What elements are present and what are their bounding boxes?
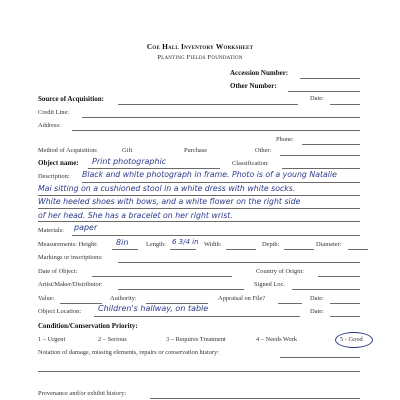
condition-good-selection-mark <box>335 332 373 348</box>
description-text-1: Black and white photograph in frame. Photo is of a young Natalie <box>82 170 337 179</box>
diameter-label: Diameter: <box>316 241 342 248</box>
other-option-field[interactable] <box>280 155 360 156</box>
description-text-2: Mai sitting on a cushioned stool in a white dress with white socks. <box>38 184 296 193</box>
form-title: Coe Hall Inventory Worksheet <box>146 42 254 51</box>
address-label: Address: <box>38 122 61 129</box>
accession-number-label: Accession Number: <box>230 69 289 77</box>
source-of-acquisition-field[interactable] <box>118 104 298 105</box>
credit-line-field[interactable] <box>82 117 360 118</box>
country-of-origin-label: Country of Origin: <box>256 268 304 275</box>
phone-field[interactable] <box>302 144 360 145</box>
appraisal-field[interactable] <box>278 303 302 304</box>
condition-serious[interactable]: 2 – Serious <box>98 336 127 343</box>
materials-field[interactable] <box>72 235 360 236</box>
appraisal-label: Appraisal on File? <box>218 295 266 302</box>
authority-label: Authority: <box>110 295 137 302</box>
gift-option[interactable]: Gift <box>122 147 133 154</box>
date-of-object-field[interactable] <box>92 276 232 277</box>
other-number-label: Other Number: <box>230 82 277 90</box>
object-name-label: Object name: <box>38 159 79 167</box>
object-location-field[interactable] <box>94 316 300 317</box>
purchase-option[interactable]: Purchase <box>184 147 208 154</box>
country-of-origin-field[interactable] <box>318 276 360 277</box>
classification-label: Classification: <box>232 160 269 167</box>
date-field[interactable] <box>330 104 360 105</box>
damage-notation-field-2[interactable] <box>38 371 360 372</box>
artist-label: Artist/Maker/Distributor: <box>38 281 103 288</box>
form-organization: Planting Fields Foundation <box>157 54 243 61</box>
provenance-label: Provenance and/or exhibit history: <box>38 390 127 397</box>
description-text-3: White heeled shoes with bows, and a white flower on the right side <box>38 197 301 206</box>
location-date-label: Date: <box>310 308 324 315</box>
description-line-3[interactable] <box>38 208 360 209</box>
height-field[interactable] <box>112 249 138 250</box>
width-label: Width: <box>204 241 222 248</box>
object-location-value: Children's hallway, on table <box>98 304 209 313</box>
object-name-value: Print photographic <box>92 157 167 166</box>
description-text-4: of her head. She has a bracelet on her right wrist. <box>38 211 233 220</box>
measurements-height-label: Measurements: Height: <box>38 241 98 248</box>
other-option-label: Other: <box>255 147 272 154</box>
damage-notation-label: Notation of damage, missing elements, repairs or conservation history: <box>38 349 220 356</box>
signed-loc-field[interactable] <box>292 289 360 290</box>
materials-label: Materials: <box>38 227 64 234</box>
length-value: 6 3/4 in <box>172 238 199 246</box>
description-line-4[interactable] <box>38 221 360 222</box>
location-date-field[interactable] <box>330 316 360 317</box>
markings-field[interactable] <box>118 262 360 263</box>
damage-notation-field-1[interactable] <box>280 357 360 358</box>
condition-requires-treatment[interactable]: 3 – Requires Treatment <box>166 336 226 343</box>
source-of-acquisition-label: Source of Acquisition: <box>38 95 104 103</box>
depth-label: Depth: <box>262 241 280 248</box>
condition-urgent[interactable]: 1 – Urgent <box>38 336 66 343</box>
classification-field[interactable] <box>282 168 360 169</box>
appraisal-date-label: Date: <box>310 295 324 302</box>
condition-needs-work[interactable]: 4 – Needs Work <box>256 336 298 343</box>
length-label: Length: <box>146 241 166 248</box>
appraisal-date-field[interactable] <box>330 303 360 304</box>
credit-line-label: Credit Line: <box>38 109 70 116</box>
date-label: Date: <box>310 95 324 102</box>
description-line-2[interactable] <box>38 195 360 196</box>
markings-label: Markings or inscriptions: <box>38 254 103 261</box>
method-of-acquisition-label: Method of Acquisition: <box>38 147 98 154</box>
description-label: Description: <box>38 173 70 180</box>
artist-field[interactable] <box>118 289 244 290</box>
date-of-object-label: Date of Object: <box>38 268 78 275</box>
provenance-field[interactable] <box>150 398 360 399</box>
height-value: 8in <box>116 238 129 247</box>
address-field[interactable] <box>72 130 360 131</box>
object-location-label: Object Location: <box>38 308 82 315</box>
condition-good[interactable]: 5 - Good <box>340 336 363 343</box>
other-number-field[interactable] <box>288 91 360 92</box>
diameter-field[interactable] <box>348 249 368 250</box>
object-name-field[interactable] <box>88 168 220 169</box>
condition-heading: Condition/Conservation Priority: <box>38 322 138 330</box>
width-field[interactable] <box>226 249 256 250</box>
materials-value: paper <box>74 223 98 232</box>
depth-field[interactable] <box>284 249 314 250</box>
signed-loc-label: Signed Loc. <box>254 281 285 288</box>
length-field[interactable] <box>170 249 196 250</box>
phone-label: Phone: <box>276 136 294 143</box>
accession-number-field[interactable] <box>300 78 360 79</box>
value-field[interactable] <box>60 303 102 304</box>
description-line-1[interactable] <box>82 182 360 183</box>
value-label: Value: <box>38 295 55 302</box>
